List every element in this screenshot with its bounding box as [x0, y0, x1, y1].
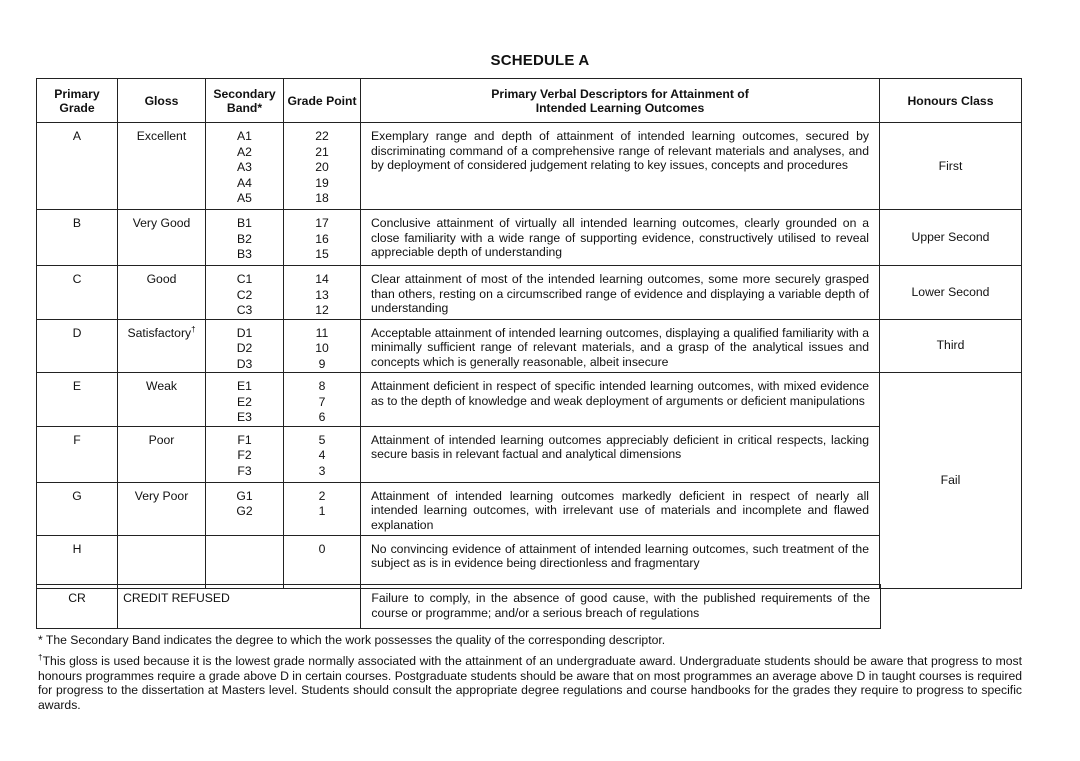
credit-refused-code: CR: [37, 585, 118, 629]
descriptor-cell: No convincing evidence of attainment of intended learning outcomes, such treatment of the subject as is in evidence being directionless and fragmentary: [361, 535, 880, 588]
header-secondary-band: Secondary Band*: [206, 79, 284, 123]
grade-point-value: 9: [318, 356, 326, 371]
descriptor-cell: Exemplary range and depth of attainment of intended learning outcomes, secured by discriminating command of a comprehensive range of relevant materials and analyses, and by deployment of considered judgement relating to key issues, concepts and procedures: [361, 123, 880, 210]
gloss-cell: [118, 319, 206, 373]
table-row: [37, 482, 1022, 535]
header-grade-point: Grade Point: [284, 79, 361, 123]
table-row: [37, 123, 1022, 210]
grade-point-value: 18: [315, 191, 329, 205]
grade-point-value: 14: [315, 272, 329, 286]
secondary-band-value: E3: [237, 410, 252, 424]
header-descriptor: Primary Verbal Descriptors for Attainment of Intended Learning Outcomes: [361, 79, 880, 123]
secondary-band-value: C3: [236, 303, 253, 317]
gloss-cell: [118, 535, 206, 588]
grade-point-value: 15: [315, 247, 329, 261]
grade-point-value: 22: [315, 129, 329, 143]
gloss-text: Excellent: [136, 129, 187, 143]
gloss-text: Weak: [146, 379, 177, 393]
secondary-band-value: G1: [236, 488, 253, 503]
grade-point-value: 13: [315, 287, 329, 302]
grade-point-value: 2: [318, 488, 326, 503]
footnote-gloss: [38, 654, 1022, 712]
secondary-band-value: D2: [236, 341, 253, 355]
grade-point-value: 17: [315, 216, 329, 230]
primary-grade-cell: B: [37, 210, 118, 266]
table-row: [37, 266, 1022, 320]
honours-class-cell: First: [880, 123, 1022, 210]
honours-class-cell: Third: [880, 319, 1022, 373]
grade-point-value: 4: [318, 448, 326, 462]
secondary-band-value: E2: [237, 394, 252, 409]
gloss-text: Satisfactory: [127, 325, 192, 340]
secondary-band-value: A5: [237, 191, 252, 205]
header-primary-grade: Primary Grade: [37, 79, 118, 123]
descriptor-cell: Attainment of intended learning outcomes markedly deficient in respect of nearly all intended learning outcomes, with irrelevant use of materials and incomplete and flawed explanation: [361, 482, 880, 535]
secondary-band-cell: [206, 210, 284, 266]
grade-point-cell: [284, 210, 361, 266]
grade-point-value: 3: [318, 463, 326, 478]
table-row: [37, 210, 1022, 266]
grade-point-cell: [284, 373, 361, 427]
grade-point-value: 16: [315, 231, 329, 246]
footnote-gloss-text: This gloss is used because it is the lowest grade normally associated with the attainment of an undergraduate award. Undergraduate students should be aware that progress to most honours programmes require a grade above D in certain courses. Postgraduate students should be aware that on most programmes an average above D in taught courses is required for progress to the dissertation at Masters level. Students should consult the appropriate degree regulations and course handbooks for the grades they require to progress to specific awards.: [38, 654, 1022, 712]
grade-point-value: 10: [315, 341, 329, 355]
secondary-band-cell: [206, 319, 284, 373]
gloss-cell: [118, 482, 206, 535]
descriptor-cell: Attainment of intended learning outcomes appreciably deficient in critical respects, lacking secure basis in relevant factual and analytical dimensions: [361, 426, 880, 482]
secondary-band-value: A1: [237, 129, 252, 143]
table-header-row: [37, 79, 1022, 123]
dagger-mark: †: [38, 653, 43, 663]
descriptor-cell: Clear attainment of most of the intended learning outcomes, some more securely grasped than others, resting on a circumscribed range of evidence and displaying a variable depth of understanding: [361, 266, 880, 320]
gloss-text: Very Poor: [134, 488, 189, 503]
primary-grade-cell: C: [37, 266, 118, 320]
secondary-band-value: E1: [237, 379, 252, 393]
secondary-band-value: D1: [236, 325, 253, 340]
secondary-band-cell: [206, 535, 284, 588]
grade-point-value: 19: [315, 175, 329, 190]
grade-point-cell: [284, 482, 361, 535]
primary-grade-cell: H: [37, 535, 118, 588]
grade-point-cell: [284, 535, 361, 588]
grade-point-cell: [284, 123, 361, 210]
credit-refused-label: CREDIT REFUSED: [118, 585, 361, 629]
primary-grade-cell: E: [37, 373, 118, 427]
gloss-text: Very Good: [132, 216, 191, 230]
primary-grade-cell: G: [37, 482, 118, 535]
descriptor-cell: Conclusive attainment of virtually all intended learning outcomes, clearly grounded on a close familiarity with a wide range of supporting evidence, constructively utilised to reveal appreciable depth of understanding: [361, 210, 880, 266]
grade-point-value: 7: [318, 394, 326, 409]
secondary-band-value: C1: [236, 272, 253, 286]
secondary-band-value: D3: [236, 356, 253, 371]
grade-schedule-table: [36, 78, 1022, 589]
primary-grade-cell: D: [37, 319, 118, 373]
secondary-band-value: A4: [237, 175, 252, 190]
gloss-cell: [118, 123, 206, 210]
dagger-mark: †: [191, 324, 196, 334]
grade-point-value: 20: [315, 160, 329, 174]
gloss-cell: [118, 266, 206, 320]
secondary-band-cell: [206, 123, 284, 210]
gloss-text: Poor: [148, 432, 175, 447]
secondary-band-value: A2: [237, 144, 252, 159]
secondary-band-value: G2: [236, 504, 253, 518]
descriptor-cell: Acceptable attainment of intended learning outcomes, displaying a qualified familiarity with a minimally sufficient range of relevant materials, and a grasp of the analytical issues and concepts which is generally reasonable, albeit insecure: [361, 319, 880, 373]
primary-grade-cell: A: [37, 123, 118, 210]
honours-class-cell: Upper Second: [880, 210, 1022, 266]
header-gloss: Gloss: [118, 79, 206, 123]
secondary-band-value: C2: [236, 287, 253, 302]
secondary-band-value: F2: [237, 448, 252, 462]
grade-point-value: 11: [315, 325, 329, 340]
grade-point-cell: [284, 319, 361, 373]
secondary-band-cell: [206, 373, 284, 427]
credit-refused-descriptor: Failure to comply, in the absence of good cause, with the published requirements of the course or programme; and/or a serious breach of regulations: [361, 585, 881, 629]
page-title: SCHEDULE A: [490, 52, 590, 69]
footnote-secondary-band: * The Secondary Band indicates the degree to which the work possesses the quality of the corresponding descriptor.: [38, 633, 666, 647]
gloss-cell: [118, 426, 206, 482]
table-row: [37, 319, 1022, 373]
secondary-band-value: F1: [237, 432, 252, 447]
grade-point-value: 12: [315, 303, 329, 317]
secondary-band-value: B2: [237, 231, 252, 246]
footnotes: [38, 633, 1022, 712]
secondary-band-cell: [206, 426, 284, 482]
grade-point-cell: [284, 426, 361, 482]
secondary-band-cell: [206, 266, 284, 320]
secondary-band-value: F3: [237, 463, 252, 478]
grade-point-value: 0: [318, 541, 326, 556]
header-honours-class: Honours Class: [880, 79, 1022, 123]
credit-refused-row: [37, 585, 881, 629]
grade-point-value: 1: [318, 504, 326, 518]
grade-point-value: 8: [318, 379, 326, 393]
secondary-band-value: B1: [237, 216, 252, 230]
honours-class-cell: Lower Second: [880, 266, 1022, 320]
gloss-text: Good: [146, 272, 177, 286]
credit-refused-table: [36, 584, 881, 629]
secondary-band-value: A3: [237, 160, 252, 174]
grade-point-value: 5: [318, 432, 326, 447]
table-row: [37, 373, 1022, 427]
table-row: [37, 535, 1022, 588]
grade-point-value: 21: [315, 144, 329, 159]
gloss-cell: [118, 373, 206, 427]
honours-class-cell: Fail: [880, 373, 1022, 589]
secondary-band-value: B3: [237, 247, 252, 261]
secondary-band-cell: [206, 482, 284, 535]
grade-point-cell: [284, 266, 361, 320]
gloss-cell: [118, 210, 206, 266]
table-row: [37, 426, 1022, 482]
grade-point-value: 6: [318, 410, 326, 424]
primary-grade-cell: F: [37, 426, 118, 482]
descriptor-cell: Attainment deficient in respect of specific intended learning outcomes, with mixed evidence as to the depth of knowledge and weak deployment of arguments or deficient manipulations: [361, 373, 880, 427]
